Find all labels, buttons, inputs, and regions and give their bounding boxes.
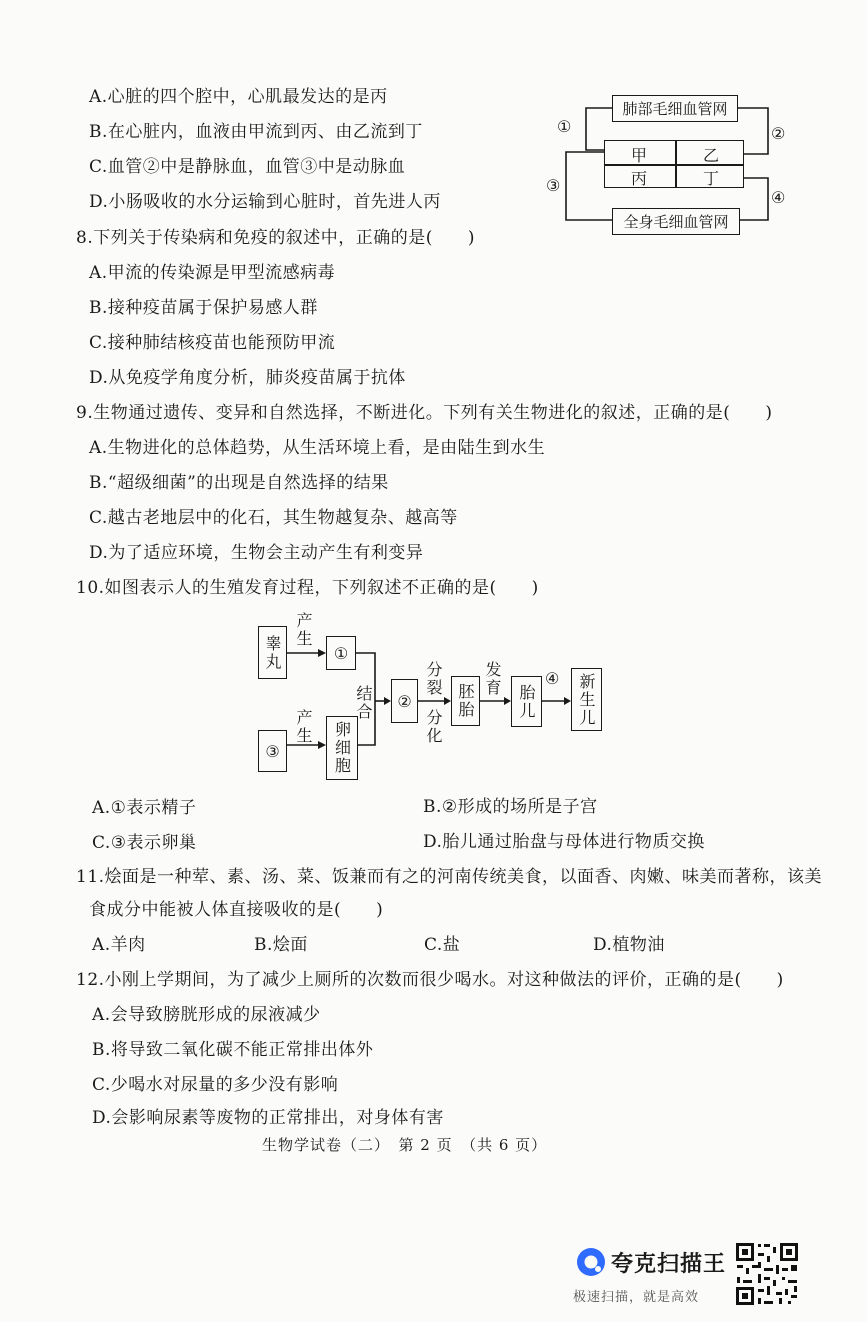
q7-option-d: D.小肠吸收的水分运输到心脏时，首先进人丙: [89, 192, 441, 212]
chamber-jia: 甲: [631, 146, 648, 165]
chamber-ding: 丁: [703, 169, 720, 188]
page-footer: 生物学试卷（二） 第 2 页 （共 6 页）: [262, 1136, 548, 1154]
vessel-label-3: ③: [546, 176, 561, 195]
q12-option-a: A.会导致膀胱形成的尿液减少: [92, 1005, 321, 1025]
q9-option-c: C.越古老地层中的化石，其生物越复杂、越高等: [89, 508, 458, 528]
node-2-box: ②: [391, 679, 418, 723]
lung-capillary-box: 肺部毛细血管网: [612, 95, 738, 122]
egg-cell-box: 卵细胞: [326, 716, 358, 780]
vessel-label-4: ④: [771, 188, 786, 207]
q10-stem: 10.如图表示人的生殖发育过程，下列叙述不正确的是( ): [76, 578, 539, 598]
q10-option-a: A.①表示精子: [92, 798, 197, 818]
watermark-brand-name: 夸克扫描王: [611, 1252, 727, 1277]
vessel-label-1: ①: [557, 117, 572, 136]
watermark-slogan: 极速扫描，就是高效: [573, 1290, 700, 1305]
q9-option-d: D.为了适应环境，生物会主动产生有利变异: [89, 543, 424, 563]
q10-option-c: C.③表示卵巢: [92, 833, 197, 853]
develop-label: 发育: [483, 661, 502, 697]
produce-label-2: 产生: [294, 709, 313, 745]
q8-stem: 8.下列关于传染病和免疫的叙述中，正确的是( ): [76, 228, 475, 248]
newborn-box: 新生儿: [571, 668, 602, 731]
fetus-box: 胎儿: [511, 676, 542, 727]
q12-option-d: D.会影响尿素等废物的正常排出，对身体有害: [92, 1108, 444, 1128]
node-1-box: ①: [326, 636, 356, 670]
differentiate-label: 分化: [424, 709, 443, 745]
q9-stem: 9.生物通过遗传、变异和自然选择，不断进化。下列有关生物进化的叙述，正确的是( ): [76, 403, 773, 423]
q12-option-c: C.少喝水对尿量的多少没有影响: [92, 1075, 339, 1095]
q7-option-a: A.心脏的四个腔中，心肌最发达的是丙: [89, 87, 388, 107]
vessel-label-2: ②: [771, 124, 786, 143]
chamber-yi: 乙: [703, 146, 720, 165]
q11-stem-line2: 食成分中能被人体直接吸收的是( ): [89, 900, 384, 920]
q7-option-c: C.血管②中是静脉血，血管③中是动脉血: [89, 157, 406, 177]
divide-label: 分裂: [424, 661, 443, 697]
q12-option-b: B.将导致二氧化碳不能正常排出体外: [92, 1040, 374, 1060]
q12-stem: 12.小刚上学期间，为了减少上厕所的次数而很少喝水。对这种做法的评价，正确的是( ): [76, 970, 784, 990]
q11-stem-line1: 11.烩面是一种荤、素、汤、菜、饭兼而有之的河南传统美食，以面香、肉嫩、味美而著称，该美: [76, 867, 823, 887]
q11-option-a: A.羊肉: [92, 935, 146, 955]
node-4-label: ④: [545, 669, 560, 688]
q8-option-d: D.从免疫学角度分析，肺炎疫苗属于抗体: [89, 368, 406, 388]
testis-box: 睾丸: [258, 626, 287, 679]
q7-option-b: B.在心脏内，血液由甲流到丙、由乙流到丁: [89, 122, 423, 142]
q11-option-d: D.植物油: [593, 935, 665, 955]
combine-label: 结合: [354, 685, 373, 721]
chamber-bing: 丙: [631, 169, 648, 188]
qr-code-icon: [734, 1241, 800, 1307]
node-3-box: ③: [258, 730, 287, 772]
produce-label-1: 产生: [294, 612, 313, 648]
q9-option-a: A.生物进化的总体趋势，从生活环境上看，是由陆生到水生: [89, 438, 546, 458]
q9-option-b: B.“超级细菌”的出现是自然选择的结果: [89, 473, 389, 493]
q8-option-c: C.接种肺结核疫苗也能预防甲流: [89, 333, 336, 353]
q8-option-a: A.甲流的传染源是甲型流感病毒: [89, 263, 336, 283]
q10-option-d: D.胎儿通过胎盘与母体进行物质交换: [423, 832, 705, 852]
q11-option-c: C.盐: [424, 935, 461, 955]
q8-option-b: B.接种疫苗属于保护易感人群: [89, 298, 318, 318]
body-capillary-box: 全身毛细血管网: [612, 208, 740, 235]
q11-option-b: B.烩面: [254, 935, 308, 955]
q10-option-b: B.②形成的场所是子宫: [423, 797, 598, 817]
embryo-box: 胚胎: [451, 676, 480, 726]
